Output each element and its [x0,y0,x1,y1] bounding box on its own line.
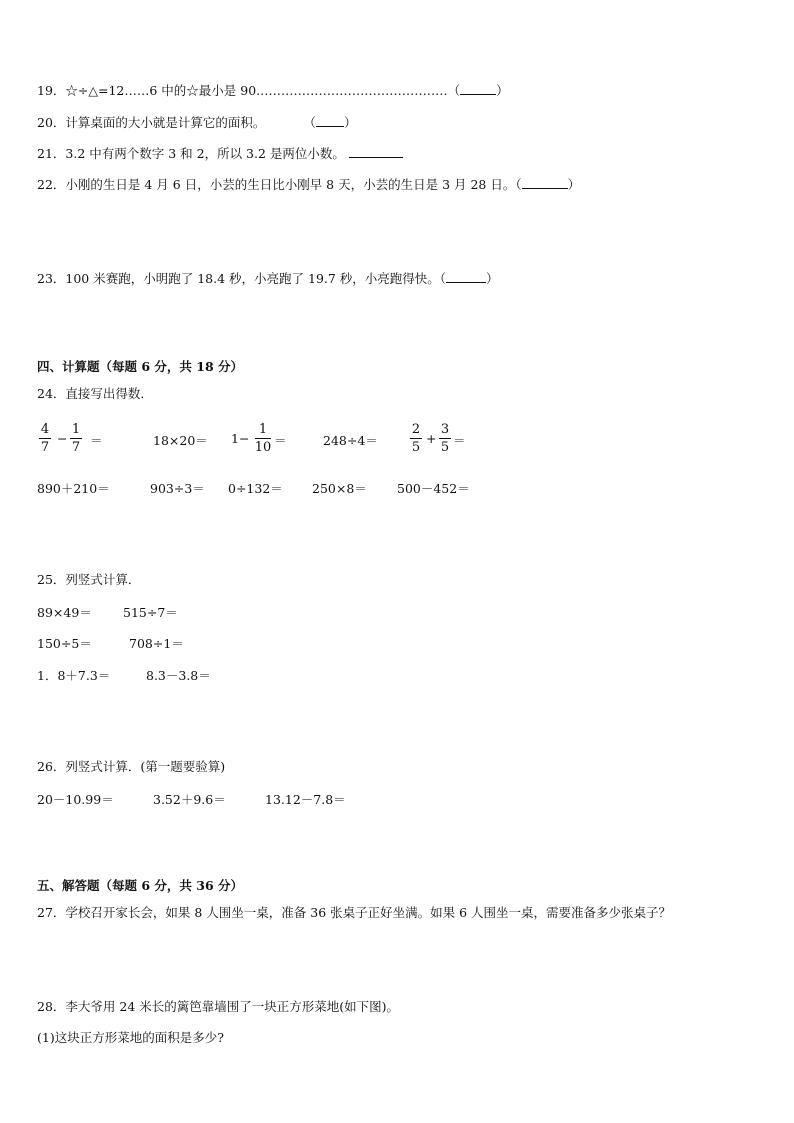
question-24-title: 24．直接写出得数． [37,386,153,401]
q24-expr-2: 18×20＝ [153,433,208,448]
q26-expr-3: 13.12－7.8＝ [265,792,346,807]
question-19: 19．☆÷△=12……6 中的☆最小是 90.………………………………………（ ） [37,83,509,98]
question-25-title: 25．列竖式计算． [37,572,141,587]
q25-expr-6: 8.3－3.8＝ [146,668,211,683]
section-5-heading: 五、解答题（每题 6 分，共 36 分） [37,878,244,893]
q24-expr-4: 248÷4＝ [323,433,378,448]
q24-expr-7: 903÷3＝ [150,481,205,496]
question-19-text: 19．☆÷△=12……6 中的☆最小是 90.………………………………………（ [37,83,461,98]
q24-expr-6: 890＋210＝ [37,481,110,496]
fraction: 3 5 [440,422,450,455]
question-23: 23．100 米赛跑，小明跑了 18.4 秒，小亮跑了 19.7 秒，小亮跑得快。（ ） [37,271,499,286]
question-26-title: 26．列竖式计算．(第一题要验算) [37,759,226,774]
section-4-heading: 四、计算题（每题 6 分，共 18 分） [37,359,244,374]
fraction: 1 7 [71,422,81,455]
question-21 [37,146,403,162]
answer-blank[interactable] [349,146,403,158]
question-23-text: 23．100 米赛跑，小明跑了 18.4 秒，小亮跑了 19.7 秒，小亮跑得快。（ [37,271,447,286]
q25-expr-4: 708÷1＝ [129,636,184,651]
fraction: 2 5 [411,422,421,455]
question-21-text: 21．3.2 中有两个数字 3 和 2，所以 3.2 是两位小数。 [37,146,345,161]
q24-expr-9: 250×8＝ [312,481,367,496]
answer-blank[interactable] [316,115,344,127]
q25-expr-3: 150÷5＝ [37,636,92,651]
q24-expr-8: 0÷132＝ [228,481,283,496]
question-27: 27．学校召开家长会，如果 8 人围坐一桌，准备 36 张桌子正好坐满。如果 6 人围坐一桌，需要准备多少张桌子？ [37,905,672,920]
q25-expr-1: 89×49＝ [37,605,92,620]
answer-blank[interactable] [460,83,496,95]
question-20: 20．计算桌面的大小就是计算它的面积。 （ ） [37,115,357,130]
q24-expr-10: 500－452＝ [397,481,470,496]
q26-expr-1: 20－10.99＝ [37,792,114,807]
answer-blank[interactable] [446,271,486,283]
q25-expr-2: 515÷7＝ [123,605,178,620]
question-28-sub-1: (1)这块正方形菜地的面积是多少? [37,1030,224,1045]
q26-expr-2: 3.52＋9.6＝ [153,792,226,807]
fraction: 1 10 [254,422,272,455]
q25-expr-5: 1．8＋7.3＝ [37,668,111,683]
fraction: 4 7 [40,422,50,455]
question-28: 28．李大爷用 24 米长的篱笆靠墙围了一块正方形菜地(如下图)。 [37,999,400,1014]
question-22: 22．小刚的生日是 4 月 6 日，小芸的生日比小刚早 8 天，小芸的生日是 3 月 28 日。（ ） [37,177,581,192]
question-22-text: 22．小刚的生日是 4 月 6 日，小芸的生日比小刚早 8 天，小芸的生日是 3 月 28 日。（ [37,177,522,192]
answer-blank[interactable] [522,177,568,189]
question-20-text: 20．计算桌面的大小就是计算它的面积。 [37,115,266,130]
